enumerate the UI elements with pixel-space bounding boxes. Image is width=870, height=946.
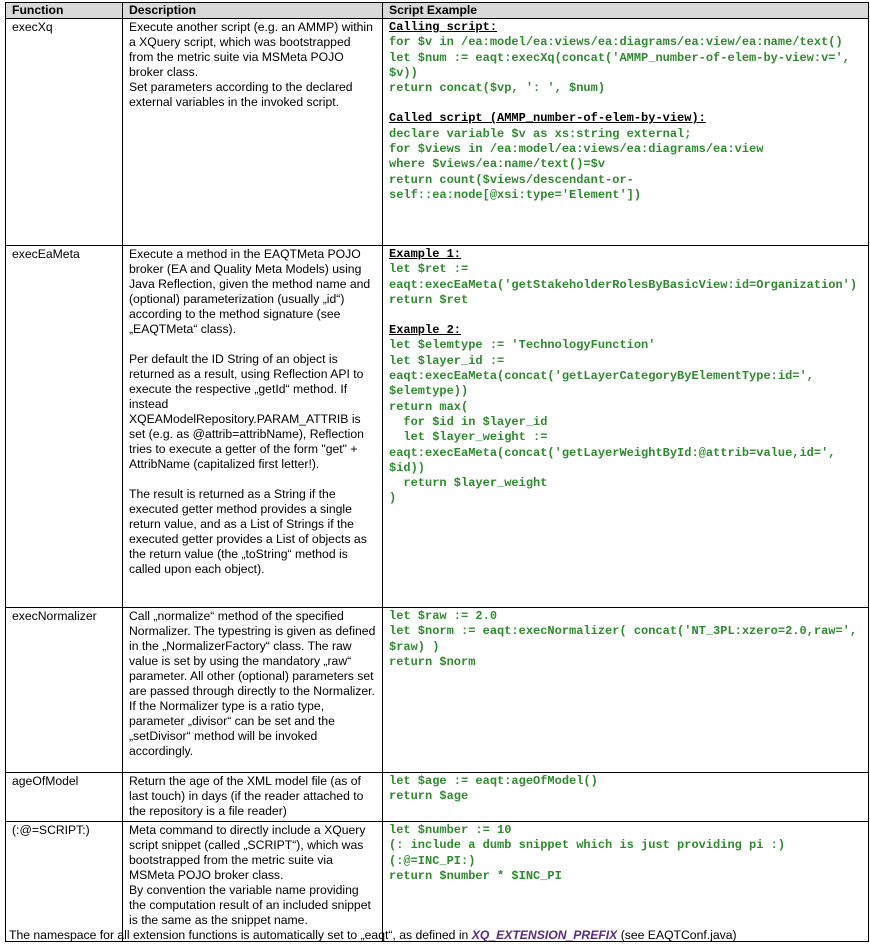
code-line: return concat($vp, ': ', $num) xyxy=(389,81,606,96)
header-description: Description xyxy=(123,3,383,19)
code-line: let $num := eaqt:execXq(concat('AMMP_number-of-elem-by-view:v=', xyxy=(389,50,850,65)
code-line: eaqt:execEaMeta(concat('getLayerCategoryByElementType:id=', xyxy=(389,369,814,384)
table-row xyxy=(6,822,869,942)
table-row xyxy=(6,246,869,608)
header-row xyxy=(6,3,869,19)
table-row xyxy=(6,19,869,246)
code-line: (:@=INC_PI:) xyxy=(389,853,476,868)
description-paragraph: Return the age of the XML model file (as of last touch) in days (if the reader attached to the repository is a file reader) xyxy=(129,774,364,818)
function-name: execEaMeta xyxy=(6,246,123,608)
code-line: eaqt:execEaMeta(concat('getLayerWeightById:@attrib=value,id=', xyxy=(389,445,836,460)
description-paragraph: Per default the ID String of an object is returned as a result, using Reflection API to execute the respective „getId“ method. If instead XQEAModelRepository.PARAM_ATTRIB is set (e.g. as @attrib=attribName), Reflection tries to execute a getter of the form "get" + AttribName (capitalized first letter!). xyxy=(129,352,364,471)
header-script-example: Script Example xyxy=(383,3,869,19)
code-section-label: Example 1: xyxy=(389,247,462,261)
code-line: ) xyxy=(389,491,397,506)
description-paragraph: Execute a method in the EAQTMeta POJO broker (EA and Quality Meta Models) using Java Reflection, given the method name and (optional) parameterization (usually „id“) according to the method signature (see „EAQTMeta“ class). xyxy=(129,247,371,336)
function-name: execNormalizer xyxy=(6,608,123,773)
code-line: self::ea:node[@xsi:type='Element']) xyxy=(389,187,642,202)
code-line: for $id in $layer_id xyxy=(389,414,548,429)
script-example xyxy=(383,773,869,822)
description-paragraph: Meta command to directly include a XQuery script snippet (called „SCRIPT“), which was bootstrapped from the metric suite via MSMeta POJO broker class. By convention the variable name providing the computation result of an included snippet is the same as the snippet name. xyxy=(129,823,371,927)
code-line: return $age xyxy=(389,789,469,804)
code-line: return $ret xyxy=(389,292,469,307)
code-line: let $norm := eaqt:execNormalizer( concat('NT_3PL:xzero=2.0,raw=', xyxy=(389,624,858,639)
script-example xyxy=(383,246,869,608)
code-line: let $ret := xyxy=(389,262,469,277)
footer-prefix-constant: XQ_EXTENSION_PREFIX xyxy=(471,928,618,942)
footer-text-end: (see EAQTConf.java) xyxy=(617,928,737,942)
code-blank-line xyxy=(389,308,862,323)
code-line: return $norm xyxy=(389,654,476,669)
code-line: $v)) xyxy=(389,65,418,80)
code-section-label: Example 2: xyxy=(389,323,462,338)
function-description xyxy=(123,246,383,608)
description-paragraph: Call „normalize“ method of the specified Normalizer. The typestring is given as defined in the „NormalizerFactory“ class. The raw value is set by using the mandatory „raw“ parameter. All other (optional) parameters set are passed through directly to the Normalizer. If the Normalizer type is a ratio type, parameter „divisor“ can be set and the „setDivisor“ method will be invoked accordingly. xyxy=(129,609,376,758)
code-line: where $views/ea:name/text()=$v xyxy=(389,157,606,172)
code-line: eaqt:execEaMeta('getStakeholderRolesByBasicView:id=Organization') xyxy=(389,277,858,292)
code-line: for $views in /ea:model/ea:views/ea:diagrams/ea:view xyxy=(389,142,764,157)
extension-functions-table xyxy=(5,2,869,942)
function-name: ageOfModel xyxy=(6,773,123,822)
description-paragraph: Execute another script (e.g. an AMMP) within a XQuery script, which was bootstrapped from the metric suite via MSMeta POJO broker class. Set parameters according to the declared external variables in the invoked script. xyxy=(129,20,373,109)
code-line: for $v in /ea:model/ea:views/ea:diagrams/ea:view/ea:name/text() xyxy=(389,35,843,50)
code-line: declare variable $v as xs:string external; xyxy=(389,126,692,141)
code-section-label: Called script (AMMP_number-of-elem-by-view): xyxy=(389,111,706,126)
footer-note xyxy=(9,928,737,942)
function-name: execXq xyxy=(6,19,123,246)
code-line: let $layer_weight := xyxy=(389,430,548,445)
code-line: $elemtype)) xyxy=(389,384,469,399)
code-line: let $layer_id := xyxy=(389,353,505,368)
code-line: let $raw := 2.0 xyxy=(389,609,498,623)
script-example xyxy=(383,19,869,246)
code-line: $id)) xyxy=(389,460,426,475)
code-line: let $age := eaqt:ageOfModel() xyxy=(389,774,598,788)
code-line: return max( xyxy=(389,399,469,414)
code-line: let $elemtype := 'TechnologyFunction' xyxy=(389,338,656,353)
function-description xyxy=(123,19,383,246)
code-line: return $number * $INC_PI xyxy=(389,868,562,883)
code-line: return $layer_weight xyxy=(389,476,548,491)
code-line: (: include a dumb snippet which is just providing pi :) xyxy=(389,838,786,853)
code-line: let $number := 10 xyxy=(389,823,512,837)
code-blank-line xyxy=(389,96,862,111)
script-example xyxy=(383,608,869,773)
function-description xyxy=(123,608,383,773)
function-description xyxy=(123,822,383,942)
header-function: Function xyxy=(6,3,123,19)
description-paragraph: The result is returned as a String if the executed getter method provides a single return value, and as a List of Strings if the executed getter provides a List of objects as the return value (the „toString“ method is called upon each object). xyxy=(129,487,367,576)
footer-text: The namespace for all extension functions is automatically set to „eaqt“, as defined in xyxy=(9,928,472,942)
code-section-label: Calling script: xyxy=(389,20,498,34)
script-example xyxy=(383,822,869,942)
function-name: (:@=SCRIPT:) xyxy=(6,822,123,942)
table-row xyxy=(6,773,869,822)
code-line: return count($views/descendant-or- xyxy=(389,172,634,187)
function-description xyxy=(123,773,383,822)
table-row xyxy=(6,608,869,773)
code-line: $raw) ) xyxy=(389,639,440,654)
